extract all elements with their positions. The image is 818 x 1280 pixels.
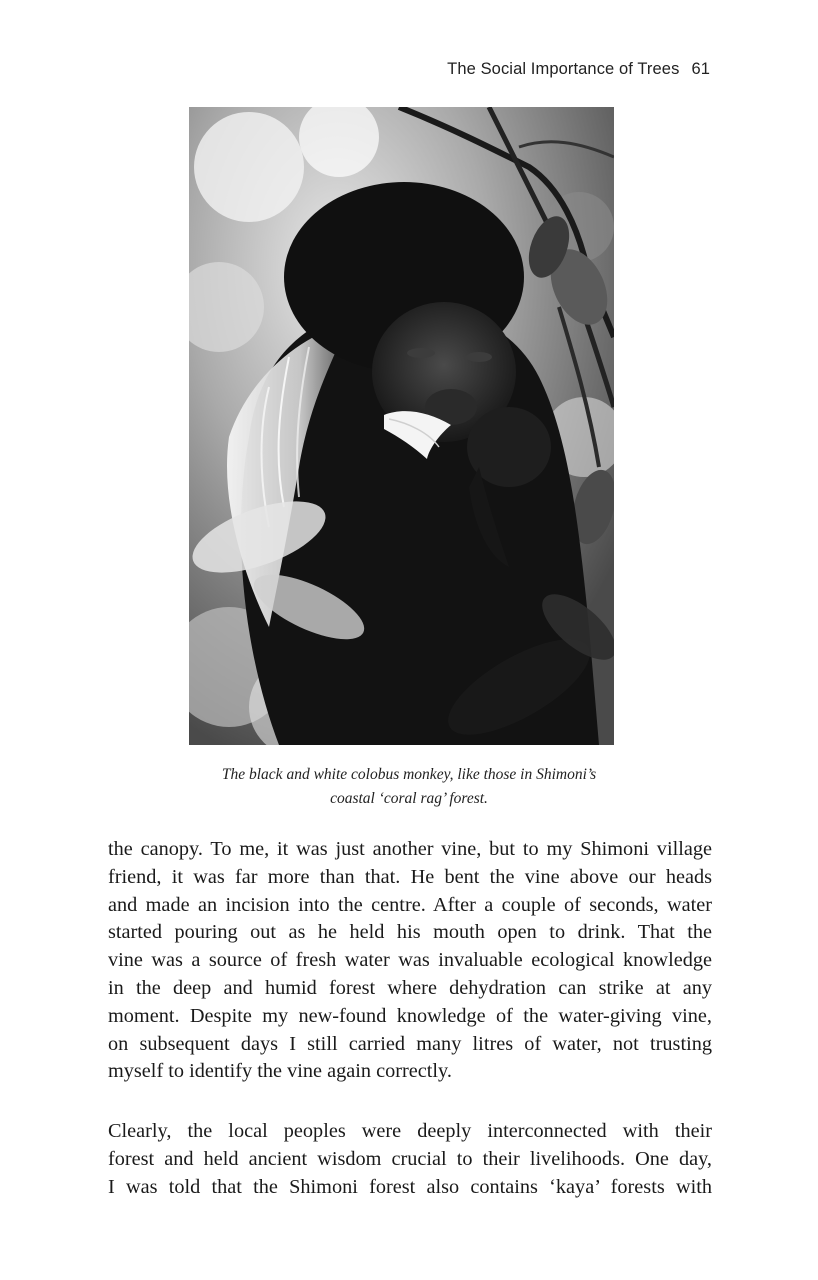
text-line: vine was a source of fresh water was invaluable ecological knowledge [108, 949, 712, 972]
colobus-monkey-photo [189, 107, 614, 745]
text-line: myself to identify the vine again correctly. [108, 1060, 452, 1083]
paragraph-2 [108, 1118, 712, 1201]
text-line: friend, it was far more than that. He bent the vine above our heads [108, 865, 712, 888]
text-line: the canopy. To me, it was just another vine, but to my Shimoni village [108, 838, 712, 860]
page-number: 61 [691, 60, 710, 78]
text-line: forest and held ancient wisdom crucial to their livelihoods. One day, [108, 1147, 712, 1170]
figure-caption [108, 763, 710, 811]
photo-illustration [189, 107, 614, 745]
text-line: moment. Despite my new-found knowledge of the water-giving vine, [108, 1004, 712, 1027]
text-line: and made an incision into the centre. After a couple of seconds, water [108, 893, 712, 916]
running-head [447, 60, 710, 79]
caption-line: The black and white colobus monkey, like those in Shimoni’s [221, 766, 597, 783]
text-line: on subsequent days I still carried many litres of water, not trusting [108, 1032, 712, 1055]
text-line: I was told that the Shimoni forest also contains ‘kaya’ forests with [108, 1175, 712, 1198]
text-line: in the deep and humid forest where dehydration can strike at any [108, 976, 712, 999]
text-line: Clearly, the local peoples were deeply interconnected with their [108, 1120, 712, 1142]
text-line: started pouring out as he held his mouth open to drink. That the [108, 921, 712, 944]
caption-line: coastal ‘coral rag’ forest. [330, 790, 488, 807]
chapter-title: The Social Importance of Trees [447, 60, 680, 78]
paragraph-1 [108, 836, 712, 1086]
